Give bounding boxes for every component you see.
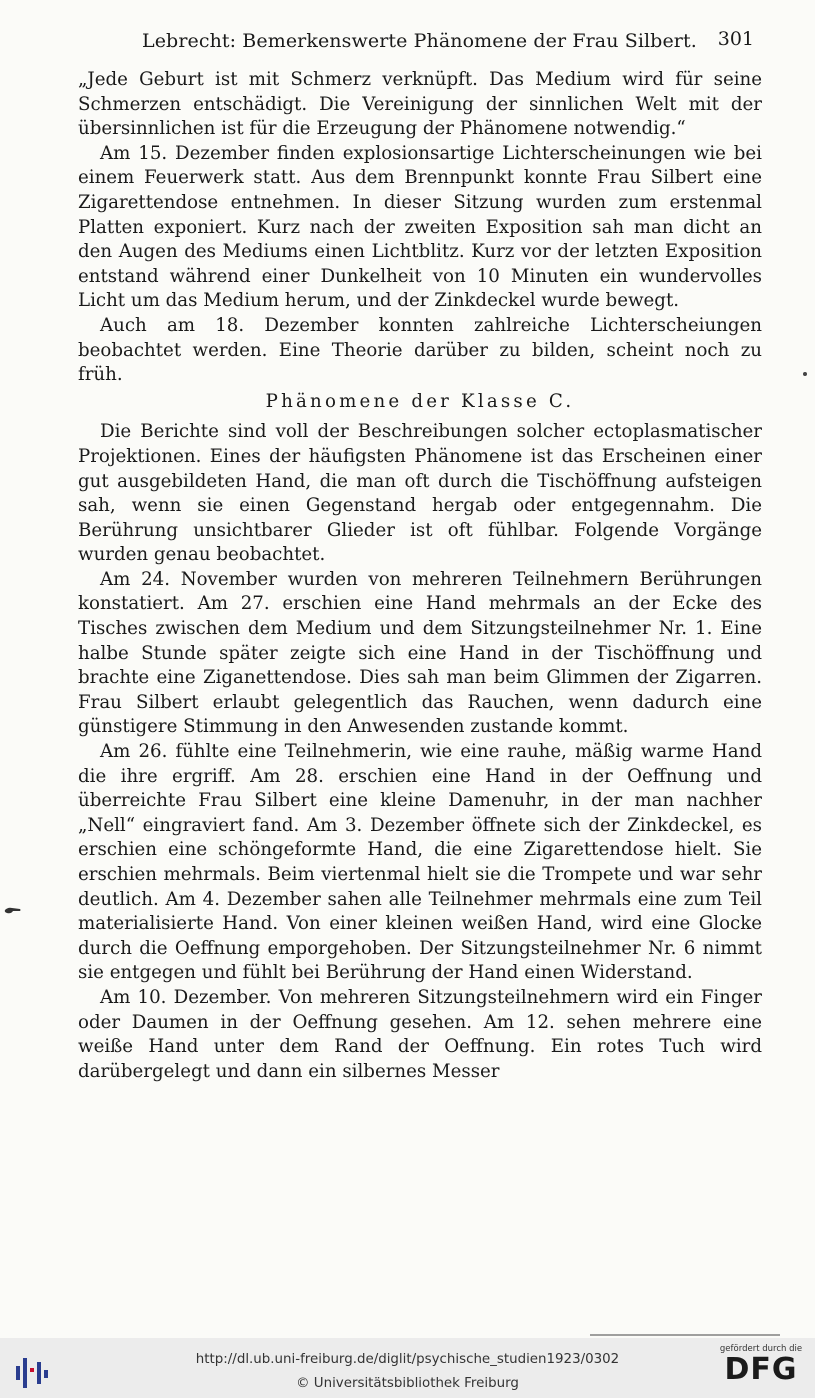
page-number: 301 — [717, 28, 754, 50]
paragraph-quote: „Jede Geburt ist mit Schmerz verknüpft. Das Medium wird für seine Schmerzen entschädigt. Die Vereinigung der sinnlichen Welt mit der übersinnlichen ist für die Erzeugung der Phänomene notwendig.“ — [78, 69, 762, 140]
footer-copyright: © Universitätsbibliothek Freiburg — [296, 1376, 519, 1391]
paragraph-dec-15: Am 15. Dezember finden explosionsartige Lichterscheinungen wie bei einem Feuerwerk statt. Aus dem Brennpunkt konnte Frau Silbert eine Zigarettendose entnehmen. In dieser Sitzung wurden zum erstenmal Platten exponiert. Kurz nach der zweiten Exposition sah man dicht an den Augen des Mediums einen Lichtblitz. Kurz vor der letzten Exposition entstand während einer Dunkelheit von 10 Minuten ein wundervolles Licht um das Medium herum, und der Zinkdeckel wurde bewegt. — [78, 142, 762, 312]
paragraph-class-c-intro: Die Berichte sind voll der Beschreibungen solcher ectoplasmatischer Projektionen. Eines der häufigsten Phänomene ist das Erscheinen einer gut ausgebildeten Hand, die man oft durch die Tischöffnung aufsteigen sah, wenn sie einen Gegenstand hergab oder entgegennahm. Die Berührung unsichtbarer Glieder ist oft fühlbar. Folgende Vorgänge wurden genau beobachtet. — [78, 421, 762, 566]
footer-rule — [590, 1334, 780, 1336]
running-head — [80, 30, 760, 58]
margin-pointing-hand-icon — [4, 906, 22, 915]
paragraph-nov-24: Am 24. November wurden von mehreren Teilnehmern Berührungen konstatiert. Am 27. erschien eine Hand mehrmals an der Ecke des Tisches zwischen dem Medium und dem Sitzungsteilnehmer Nr. 1. Eine halbe Stunde später zeigte sich eine Hand in der Tischöffnung und brachte eine Ziganettendose. Dies sah man beim Glimmen der Zigarren. Frau Silbert erlaubt gelegentlich das Rauchen, wenn dadurch eine günstigere Stimmung in den Anwesenden zustande kommt. — [78, 568, 762, 738]
dfg-block — [717, 1344, 805, 1394]
dfg-caption: gefördert durch die — [719, 1344, 803, 1354]
body-text — [78, 68, 762, 1084]
paragraph-dec-18: Auch am 18. Dezember konnten zahlreiche Lichterscheiungen beobachtet werden. Eine Theorie darüber zu bilden, scheint noch zu früh. — [78, 314, 762, 386]
footer-bar — [0, 1338, 815, 1398]
margin-dot — [803, 372, 807, 376]
footer-url-link[interactable]: http://dl.ub.uni-freiburg.de/diglit/psychische_studien1923/0302 — [195, 1352, 620, 1367]
paragraph-dec-10: Am 10. Dezember. Von mehreren Sitzungsteilnehmern wird ein Finger oder Daumen in der Oeffnung gesehen. Am 12. sehen mehrere eine weiße Hand unter dem Rand der Oeffnung. Ein rotes Tuch wird darübergelegt und dann ein silbernes Messer — [78, 986, 762, 1082]
running-title: Lebrecht: Bemerkenswerte Phänomene der Frau Silbert. — [142, 30, 697, 52]
dfg-logo: DFG — [724, 1352, 798, 1387]
paragraph-nov-26: Am 26. fühlte eine Teilnehmerin, wie eine rauhe, mäßig warme Hand die ihre ergriff. Am 28. erschien eine Hand in der Oeffnung und überreichte Frau Silbert eine kleine Damenuhr, in der man nachher „Nell“ eingraviert fand. Am 3. Dezember öffnete sich der Zinkdeckel, es erschien eine schöngeformte Hand, die eine Zigarettendose hielt. Sie erschien mehrmals. Beim viertenmal hielt sie die Trompete und war sehr deutlich. Am 4. Dezember sahen alle Teilnehmer mehrmals eine zum Teil materialisierte Hand. Von einer kleinen weißen Hand, wird eine Glocke durch die Oeffnung emporgehoben. Der Sitzungsteilnehmer Nr. 6 nimmt sie entgegen und fühlt bei Berührung der Hand einen Widerstand. — [78, 741, 762, 984]
section-heading: Phänomene der Klasse C. — [265, 390, 575, 412]
